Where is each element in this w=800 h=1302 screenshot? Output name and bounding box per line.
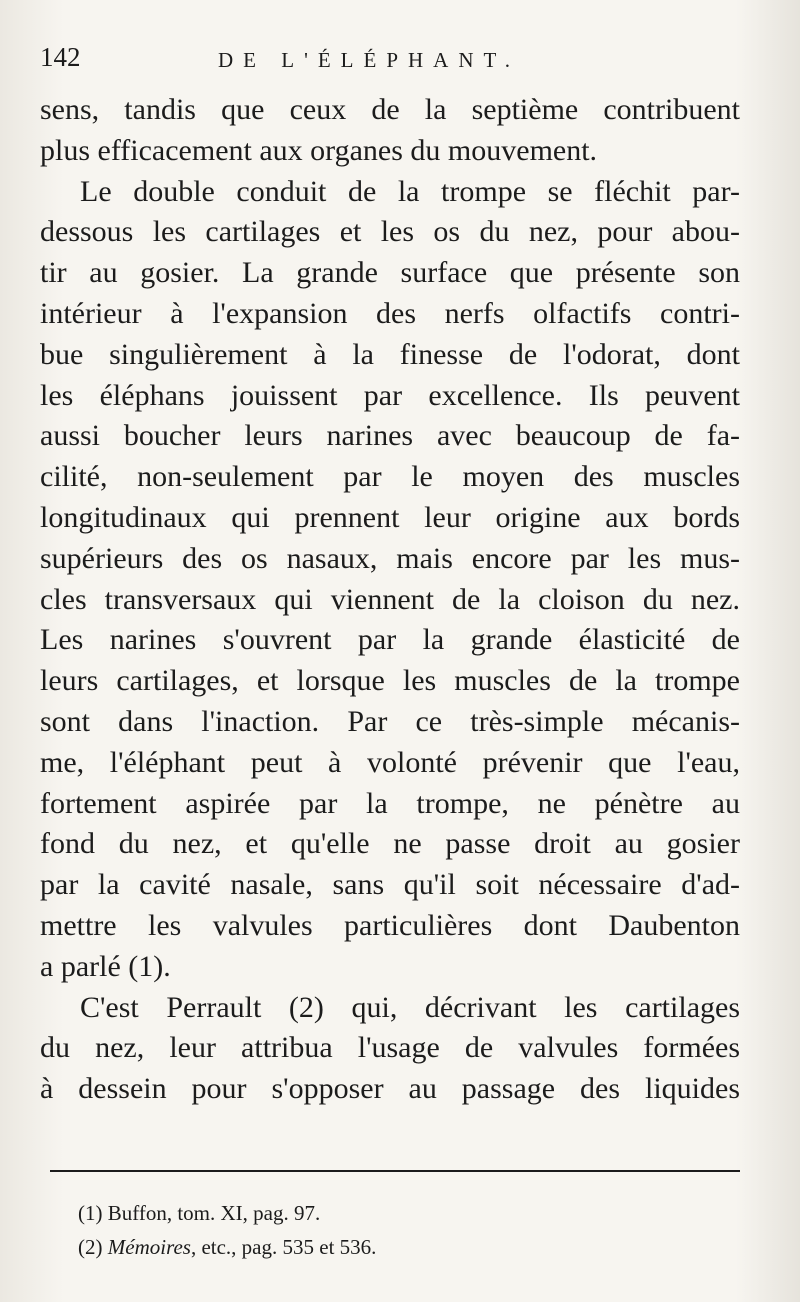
text-line: sont dans l'inaction. Par ce très-simple mécanis-	[40, 704, 740, 738]
footnote-rule	[50, 1170, 740, 1172]
running-head	[40, 42, 740, 82]
text-line: dessous les cartilages et les os du nez, pour abou-	[40, 215, 740, 249]
footnote-2-marker: (2)	[78, 1235, 108, 1259]
text-line: sens, tandis que ceux de la septième contribuent	[40, 93, 740, 126]
text-line: intérieur à l'expansion des nerfs olfactifs contri-	[40, 296, 740, 330]
text-line: cilité, non-seulement par le moyen des muscles	[40, 460, 740, 494]
running-title: DE L'ÉLÉPHANT.	[218, 48, 521, 72]
page-number: 142	[40, 42, 81, 72]
text-line: Le double conduit de la trompe se fléchit par-	[80, 174, 740, 208]
text-line: aussi boucher leurs narines avec beaucoup de fa-	[40, 419, 740, 453]
footnote-1: (1) Buffon, tom. XI, pag. 97.	[78, 1201, 321, 1225]
footnote-2	[78, 1230, 738, 1264]
text-line: cles transversaux qui viennent de la cloison du nez.	[40, 582, 740, 616]
text-line: leurs cartilages, et lorsque les muscles de la trompe	[40, 664, 740, 698]
text-line: longitudinaux qui prennent leur origine aux bords	[40, 500, 740, 534]
footnote-2-title: Mémoires	[107, 1235, 191, 1259]
text-line: plus efficacement aux organes du mouvement.	[40, 133, 598, 167]
text-line: mettre les valvules particulières dont Daubenton	[40, 908, 740, 942]
text-line: a parlé (1).	[40, 949, 171, 983]
text-line: C'est Perrault (2) qui, décrivant les cartilages	[80, 990, 740, 1024]
text-line: bue singulièrement à la finesse de l'odorat, dont	[40, 337, 740, 371]
footnotes	[78, 1196, 738, 1264]
text-line: supérieurs des os nasaux, mais encore par les mus-	[40, 541, 740, 575]
text-line: fond du nez, et qu'elle ne passe droit au gosier	[40, 827, 740, 861]
text-line: me, l'éléphant peut à volonté prévenir que l'eau,	[40, 745, 740, 779]
text-line: Les narines s'ouvrent par la grande élasticité de	[40, 623, 740, 657]
body-text	[40, 90, 740, 1110]
text-line: fortement aspirée par la trompe, ne pénètre au	[40, 786, 740, 820]
text-line: du nez, leur attribua l'usage de valvules formées	[40, 1031, 740, 1065]
text-line: à dessein pour s'opposer au passage des liquides	[40, 1072, 740, 1106]
text-line: tir au gosier. La grande surface que présente son	[40, 256, 740, 290]
text-line: les éléphans jouissent par excellence. Ils peuvent	[40, 378, 740, 412]
text-line: par la cavité nasale, sans qu'il soit nécessaire d'ad-	[40, 868, 740, 902]
footnote-2-ref: , etc., pag. 535 et 536.	[190, 1235, 377, 1259]
